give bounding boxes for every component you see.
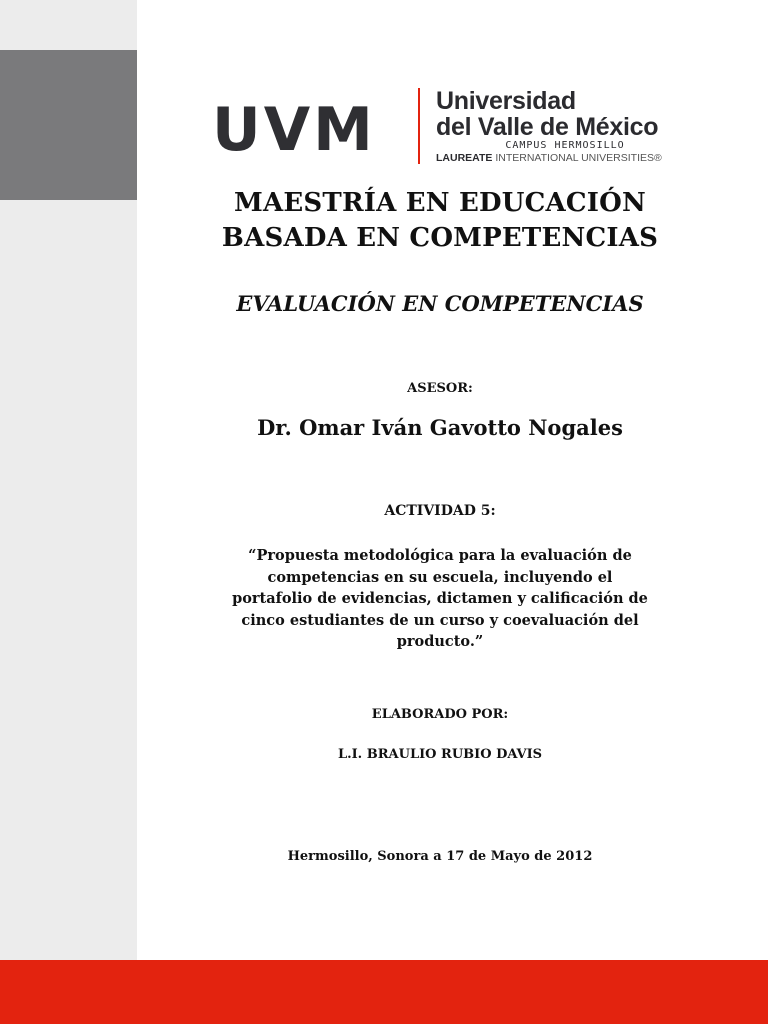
logo-campus: CAMPUS HERMOSILLO xyxy=(505,140,625,151)
bottom-accent-band xyxy=(0,960,768,1024)
logo-network-bold: LAUREATE xyxy=(436,152,493,164)
place-and-date: Hermosillo, Sonora a 17 de Mayo de 2012 xyxy=(287,849,593,864)
document-subtitle: EVALUACIÓN EN COMPETENCIAS xyxy=(236,291,644,316)
logo-network xyxy=(436,152,686,165)
advisor-label: ASESOR: xyxy=(407,381,473,396)
activity-label: ACTIVIDAD 5: xyxy=(384,503,496,519)
logo-divider xyxy=(418,88,420,164)
activity-description: “Propuesta metodológica para la evaluación de competencias en su escuela, incluyendo el portafolio de evidencias, dictamen y calificación de cinco estudiantes de un curso y coevaluación del producto.” xyxy=(232,547,648,650)
logo-network-rest: INTERNATIONAL UNIVERSITIES® xyxy=(495,152,662,164)
logo-name-line1: Universidad xyxy=(436,87,576,115)
left-decorative-block xyxy=(0,50,137,200)
document-title xyxy=(220,186,660,256)
university-logo xyxy=(212,88,682,168)
author-name: L.I. BRAULIO RUBIO DAVIS xyxy=(337,747,543,762)
logo-name-line2: del Valle de México xyxy=(436,113,659,141)
prepared-by-label: ELABORADO POR: xyxy=(371,707,509,722)
logo-text xyxy=(436,88,686,165)
title-line1: MAESTRÍA EN EDUCACIÓN xyxy=(234,188,646,218)
advisor-name: Dr. Omar Iván Gavotto Nogales xyxy=(257,415,623,440)
logo-mark: UVM xyxy=(212,95,376,165)
title-line2: BASADA EN COMPETENCIAS xyxy=(221,223,659,253)
